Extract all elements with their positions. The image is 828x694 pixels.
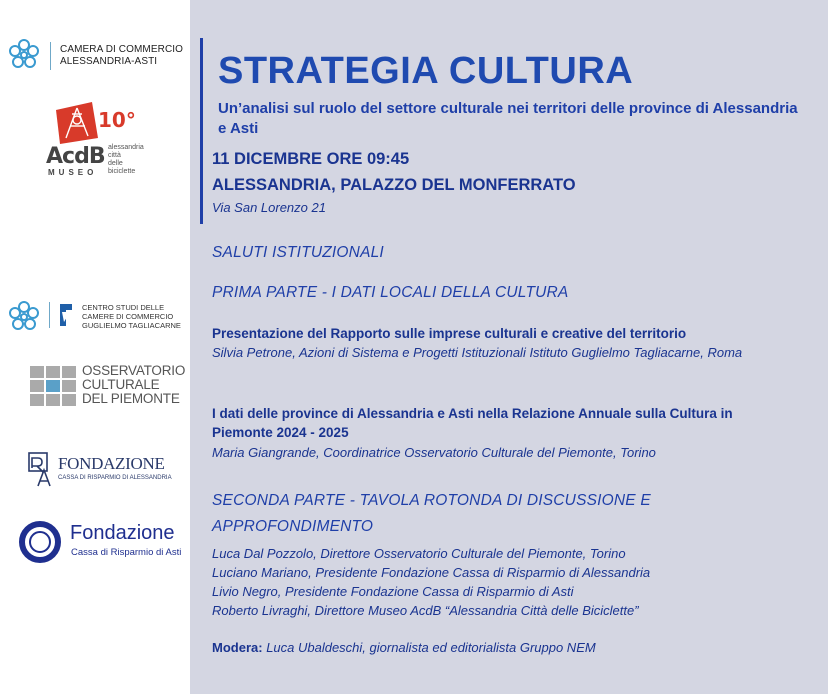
ocp-line1: OSSERVATORIO <box>82 363 186 378</box>
logo-divider <box>50 42 51 70</box>
section-prima-parte: PRIMA PARTE - I DATI LOCALI DELLA CULTURA <box>212 284 569 301</box>
moderator-label: Modera: <box>212 640 263 655</box>
section-saluti: SALUTI ISTITUZIONALI <box>212 244 384 261</box>
sponsor-sidebar <box>0 0 190 694</box>
panelist: Livio Negro, Presidente Fondazione Cassa di Risparmio di Asti <box>212 584 574 599</box>
cra-monogram-icon <box>26 450 56 488</box>
title-accent-bar <box>200 38 203 224</box>
anniversary-badge: 10° <box>98 108 136 132</box>
fcra-title: FONDAZIONE <box>58 454 165 473</box>
acdb-tagline <box>108 144 144 176</box>
ccia-line2: ALESSANDRIA-ASTI <box>60 56 158 67</box>
fasti-subtitle: Cassa di Risparmio di Asti <box>71 547 182 558</box>
event-date: 11 DICEMBRE ORE 09:45 <box>212 150 410 168</box>
cst-line3: GUGLIELMO TAGLIACARNE <box>82 321 181 330</box>
osservatorio-blocks-icon <box>30 366 78 406</box>
centro-studi-logo <box>8 300 188 332</box>
program-panel <box>190 0 828 694</box>
tagliacarne-mark-icon <box>56 302 74 328</box>
acdb-museo-label: MUSEO <box>48 168 98 177</box>
cst-line1: CENTRO STUDI DELLE <box>82 303 165 312</box>
osservatorio-logo <box>30 363 186 412</box>
item2-speaker: Maria Giangrande, Coordinatrice Osservatorio Culturale del Piemonte, Torino <box>212 445 656 460</box>
fcra-subtitle: CASSA DI RISPARMIO DI ALESSANDRIA <box>58 475 172 481</box>
acdb-tag-line: biciclette <box>108 168 136 175</box>
cst-line2: CAMERE DI COMMERCIO <box>82 312 174 321</box>
acdb-tag-line: delle <box>108 160 123 167</box>
panelist: Luca Dal Pozzolo, Direttore Osservatorio Culturale del Piemonte, Torino <box>212 546 626 561</box>
ocp-line2: CULTURALE <box>82 377 160 392</box>
fondazione-cra-logo <box>26 450 186 490</box>
camera-commercio-logo <box>8 38 188 74</box>
panelist: Roberto Livraghi, Direttore Museo AcdB “Alessandria Città delle Biciclette” <box>212 603 639 618</box>
moderator-line <box>212 640 596 655</box>
swirl-ring-icon <box>18 520 62 564</box>
moderator-name: Luca Ubaldeschi, giornalista ed editorialista Gruppo NEM <box>266 640 596 655</box>
acdb-museo-logo <box>44 100 184 182</box>
acdb-name: AcdB <box>46 144 105 169</box>
section-seconda-parte: SECONDA PARTE - TAVOLA ROTONDA DI DISCUSSIONE E APPROFONDIMENTO <box>212 492 651 535</box>
item1-speaker: Silvia Petrone, Azioni di Sistema e Progetti Istituzionali Istituto Guglielmo Tagliacarne, Roma <box>212 345 743 360</box>
panelist: Luciano Mariano, Presidente Fondazione Cassa di Risparmio di Alessandria <box>212 565 651 580</box>
logo-divider <box>49 302 50 328</box>
acdb-tag-line: alessandria <box>108 144 144 151</box>
item2-title: I dati delle province di Alessandria e Asti nella Relazione Annuale sulla Cultura in Piemonte 2024 - 2025 <box>212 406 733 440</box>
item1-title: Presentazione del Rapporto sulle imprese culturali e creative del territorio <box>212 326 687 341</box>
ocp-line3: DEL PIEMONTE <box>82 391 180 406</box>
event-street: Via San Lorenzo 21 <box>212 200 326 215</box>
bicycle-tower-icon <box>52 100 102 146</box>
fasti-title: Fondazione <box>70 522 175 544</box>
flower-icon <box>8 38 40 72</box>
flower-icon <box>8 300 40 334</box>
event-place: ALESSANDRIA, PALAZZO DEL MONFERRATO <box>212 176 576 194</box>
fondazione-asti-logo <box>18 520 188 566</box>
event-title: STRATEGIA CULTURA <box>218 50 634 92</box>
acdb-tag-line: città <box>108 152 121 159</box>
event-subtitle: Un’analisi sul ruolo del settore culturale nei territori delle province di Alessandria e Asti <box>218 100 798 137</box>
ccia-line1: CAMERA DI COMMERCIO <box>60 44 184 55</box>
